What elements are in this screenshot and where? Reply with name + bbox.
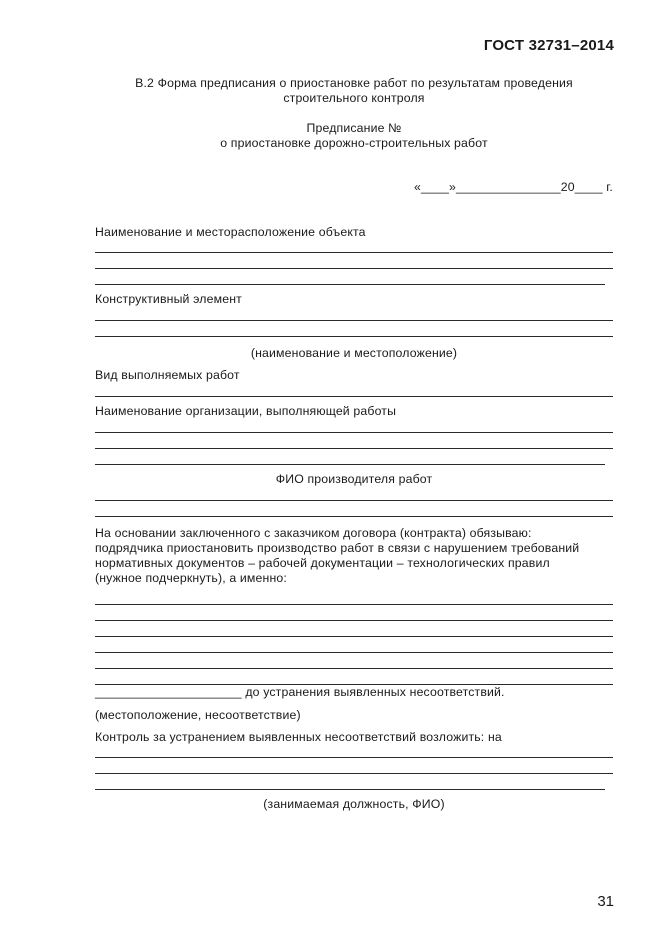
fill-line [95,396,613,397]
fill-line [95,668,613,669]
basis-line2: подрядчика приостановить производство работ в связи с нарушением требований [95,541,580,555]
basis-line1: На основании заключенного с заказчиком договора (контракта) обязываю: [95,526,532,540]
location-hint: (местоположение, несоответствие) [95,708,301,722]
order-subtitle: о приостановке дорожно-строительных работ [220,136,488,150]
page-number: 31 [597,893,614,910]
fill-line [95,320,613,321]
fill-line [95,789,605,790]
producer-label: ФИО производителя работ [275,472,433,486]
organization-label: Наименование организации, выполняющей работы [95,404,397,418]
fill-line [95,636,613,637]
fill-line [95,516,613,517]
fill-line [95,464,605,465]
section-title-line2: строительного контроля [283,91,425,105]
element-hint: (наименование и местоположение) [250,346,458,360]
fill-line [95,252,613,253]
fill-line [95,652,613,653]
fill-line [95,757,613,758]
fill-line [95,604,613,605]
fill-line [95,620,613,621]
fill-line [95,500,613,501]
order-title: Предписание № [306,121,402,135]
control-label: Контроль за устранением выявленных несоответствий возложить: на [95,730,502,744]
element-label: Конструктивный элемент [95,292,242,306]
fill-line [95,284,605,285]
basis-line4: (нужное подчеркнуть), а именно: [95,571,287,585]
until-text: _____________________ до устранения выявленных несоответствий. [95,685,505,699]
fill-line [95,336,613,337]
section-title-line1: В.2 Форма предписания о приостановке работ по результатам проведения [135,76,573,90]
fill-line [95,773,613,774]
basis-line3: нормативных документов – рабочей документации – технологических правил [95,556,550,570]
date-line: «____»_______________20____ г. [414,180,613,194]
fill-line [95,432,613,433]
standard-code: ГОСТ 32731–2014 [483,37,614,54]
fill-line [95,268,613,269]
position-hint: (занимаемая должность, ФИО) [263,797,445,811]
object-label: Наименование и месторасположение объекта [95,225,366,239]
fill-line [95,448,613,449]
work-type-label: Вид выполняемых работ [95,368,240,382]
